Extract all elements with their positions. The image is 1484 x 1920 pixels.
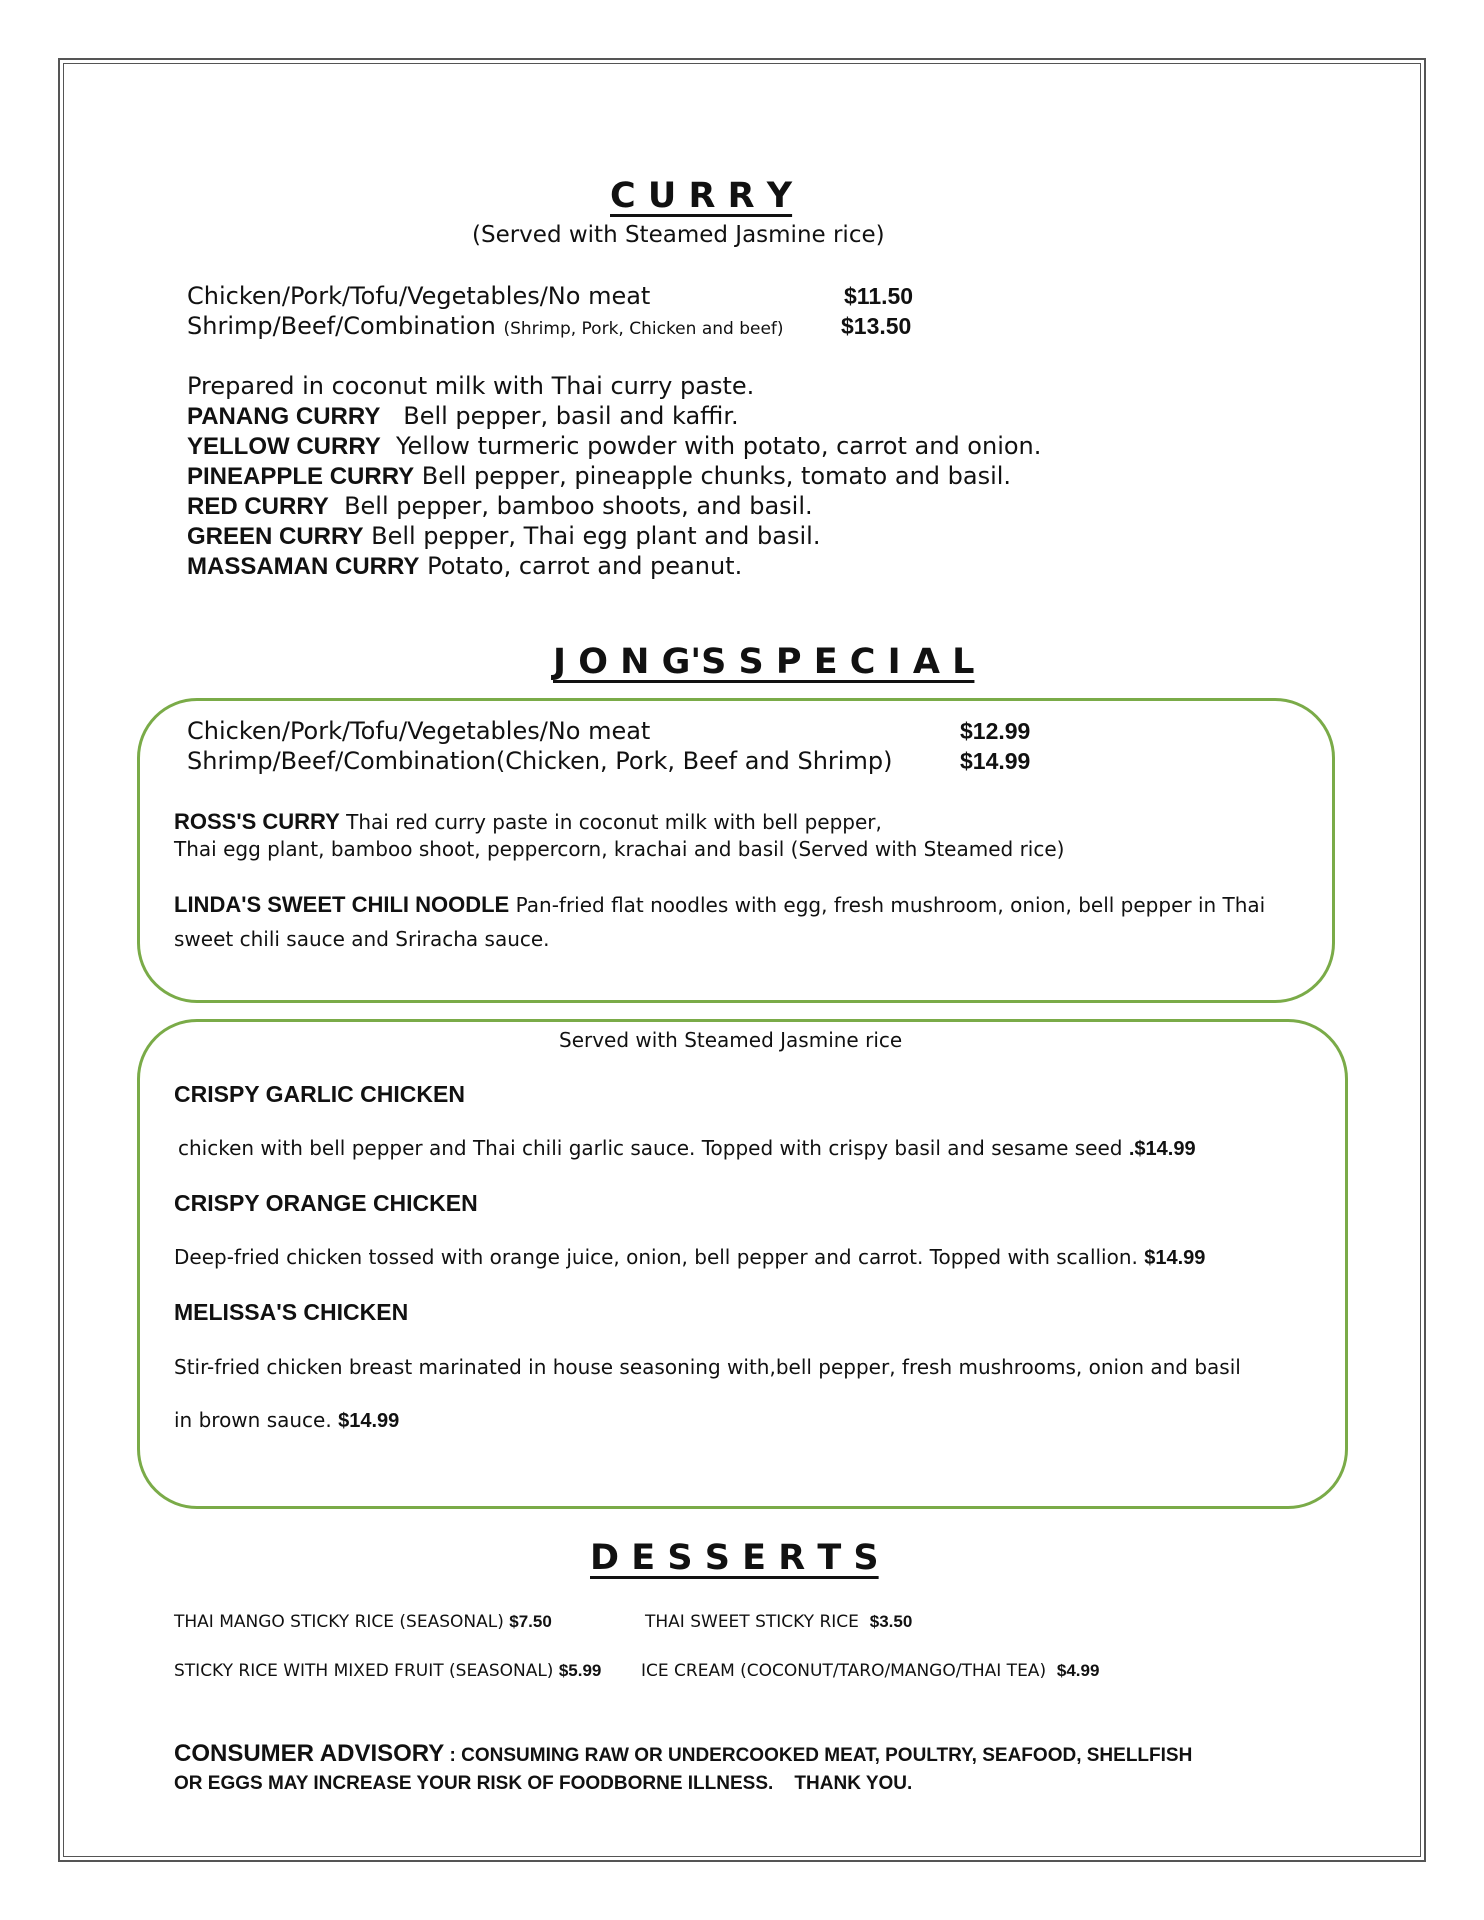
consumer-advisory-line1: CONSUMER ADVISORY : CONSUMING RAW OR UNDERCOOKED MEAT, POULTRY, SEAFOOD, SHELLFISH (174, 1740, 1193, 1767)
curry-item (187, 522, 820, 551)
curry-item-name: YELLOW CURRY (187, 433, 381, 460)
chicken-item-price: $14.99 (338, 1410, 400, 1432)
curry-price-row-2 (187, 312, 784, 340)
chicken-item-name: MELISSA'S CHICKEN (174, 1299, 409, 1325)
linda-noodle-desc: Pan-fried flat noodles with egg, fresh mushroom, onion, bell pepper in Thai (515, 893, 1266, 917)
special-price-label-1: Chicken/Pork/Tofu/Vegetables/No meat (187, 717, 651, 745)
curry-item (187, 432, 1041, 461)
chicken-item-desc-2: in brown sauce. $14.99 (174, 1408, 400, 1432)
chicken-item-name: CRISPY ORANGE CHICKEN (174, 1190, 478, 1216)
special-title: J O N G'S S P E C I A L (553, 642, 975, 682)
curry-intro: Prepared in coconut milk with Thai curry paste. (187, 372, 755, 400)
curry-item-name: RED CURRY (187, 493, 329, 520)
curry-price-1: $11.50 (844, 283, 914, 309)
ross-curry-line2: Thai egg plant, bamboo shoot, peppercorn, krachai and basil (Served with Steamed rice) (174, 837, 1065, 861)
curry-item (187, 492, 813, 521)
dessert-item: ICE CREAM (COCONUT/TARO/MANGO/THAI TEA) $4.99 (641, 1661, 1100, 1681)
dessert-price: $3.50 (869, 1612, 913, 1631)
consumer-advisory-line2: OR EGGS MAY INCREASE YOUR RISK OF FOODBORNE ILLNESS. THANK YOU. (174, 1773, 913, 1794)
dessert-price: $7.50 (509, 1612, 552, 1631)
linda-noodle-line2: sweet chili sauce and Sriracha sauce. (174, 927, 550, 951)
curry-price-note: (Shrimp, Pork, Chicken and beef) (503, 319, 784, 339)
curry-item-desc: Bell pepper, Thai egg plant and basil. (371, 522, 821, 550)
dessert-price: $4.99 (1056, 1661, 1100, 1680)
linda-noodle-line1 (174, 892, 1265, 918)
desserts-title: D E S S E R T S (590, 1538, 879, 1578)
curry-item-name: GREEN CURRY (187, 523, 364, 550)
curry-title: C U R R Y (610, 176, 793, 216)
chicken-item-name: CRISPY GARLIC CHICKEN (174, 1081, 465, 1107)
dessert-item: THAI SWEET STICKY RICE $3.50 (645, 1612, 913, 1632)
curry-price-row-1 (187, 282, 650, 310)
dessert-price: $5.99 (558, 1661, 602, 1680)
ross-curry-desc: Thai red curry paste in coconut milk with bell pepper, (346, 810, 882, 834)
chicken-item-desc: chicken with bell pepper and Thai chili garlic sauce. Topped with crispy basil and sesame seed .$14.99 (178, 1136, 1196, 1160)
thank-you: THANK YOU. (794, 1773, 913, 1794)
ross-curry-line1 (174, 809, 882, 835)
consumer-advisory-label: CONSUMER ADVISORY (174, 1740, 445, 1767)
chicken-item-desc: Deep-fried chicken tossed with orange juice, onion, bell pepper and carrot. Topped with scallion. $14.99 (174, 1245, 1206, 1269)
dessert-item: STICKY RICE WITH MIXED FRUIT (SEASONAL) $5.99 (174, 1661, 602, 1681)
curry-item-name: MASSAMAN CURRY (187, 553, 420, 580)
special-price-label-2: Shrimp/Beef/Combination(Chicken, Pork, Beef and Shrimp) (187, 747, 893, 775)
curry-item-desc: Bell pepper, basil and kaffir. (403, 402, 739, 430)
ross-curry-name: ROSS'S CURRY (174, 809, 340, 834)
curry-price-2: $13.50 (841, 313, 912, 339)
curry-item (187, 462, 1011, 491)
chicken-item-price: .$14.99 (1128, 1138, 1196, 1160)
curry-item (187, 552, 742, 581)
curry-item-name: PINEAPPLE CURRY (187, 463, 415, 490)
dessert-item: THAI MANGO STICKY RICE (SEASONAL) $7.50 (174, 1612, 552, 1632)
chicken-item-desc: Stir-fried chicken breast marinated in house seasoning with,bell pepper, fresh mushrooms, onion and basil (174, 1355, 1241, 1379)
special-price-1: $12.99 (960, 718, 1031, 744)
chicken-subtitle: Served with Steamed Jasmine rice (559, 1028, 903, 1052)
curry-item (187, 402, 739, 431)
curry-item-name: PANANG CURRY (187, 403, 381, 430)
curry-item-desc: Yellow turmeric powder with potato, carrot and onion. (396, 432, 1042, 460)
chicken-item-price: $14.99 (1144, 1247, 1206, 1269)
curry-price-label: Chicken/Pork/Tofu/Vegetables/No meat (187, 282, 651, 310)
curry-subtitle: (Served with Steamed Jasmine rice) (472, 222, 885, 248)
linda-noodle-name: LINDA'S SWEET CHILI NOODLE (174, 892, 510, 917)
curry-item-desc: Bell pepper, bamboo shoots, and basil. (344, 492, 813, 520)
special-price-2: $14.99 (960, 748, 1031, 774)
curry-price-label: Shrimp/Beef/Combination (187, 312, 496, 340)
curry-item-desc: Bell pepper, pineapple chunks, tomato and basil. (421, 462, 1012, 490)
curry-item-desc: Potato, carrot and peanut. (427, 552, 743, 580)
